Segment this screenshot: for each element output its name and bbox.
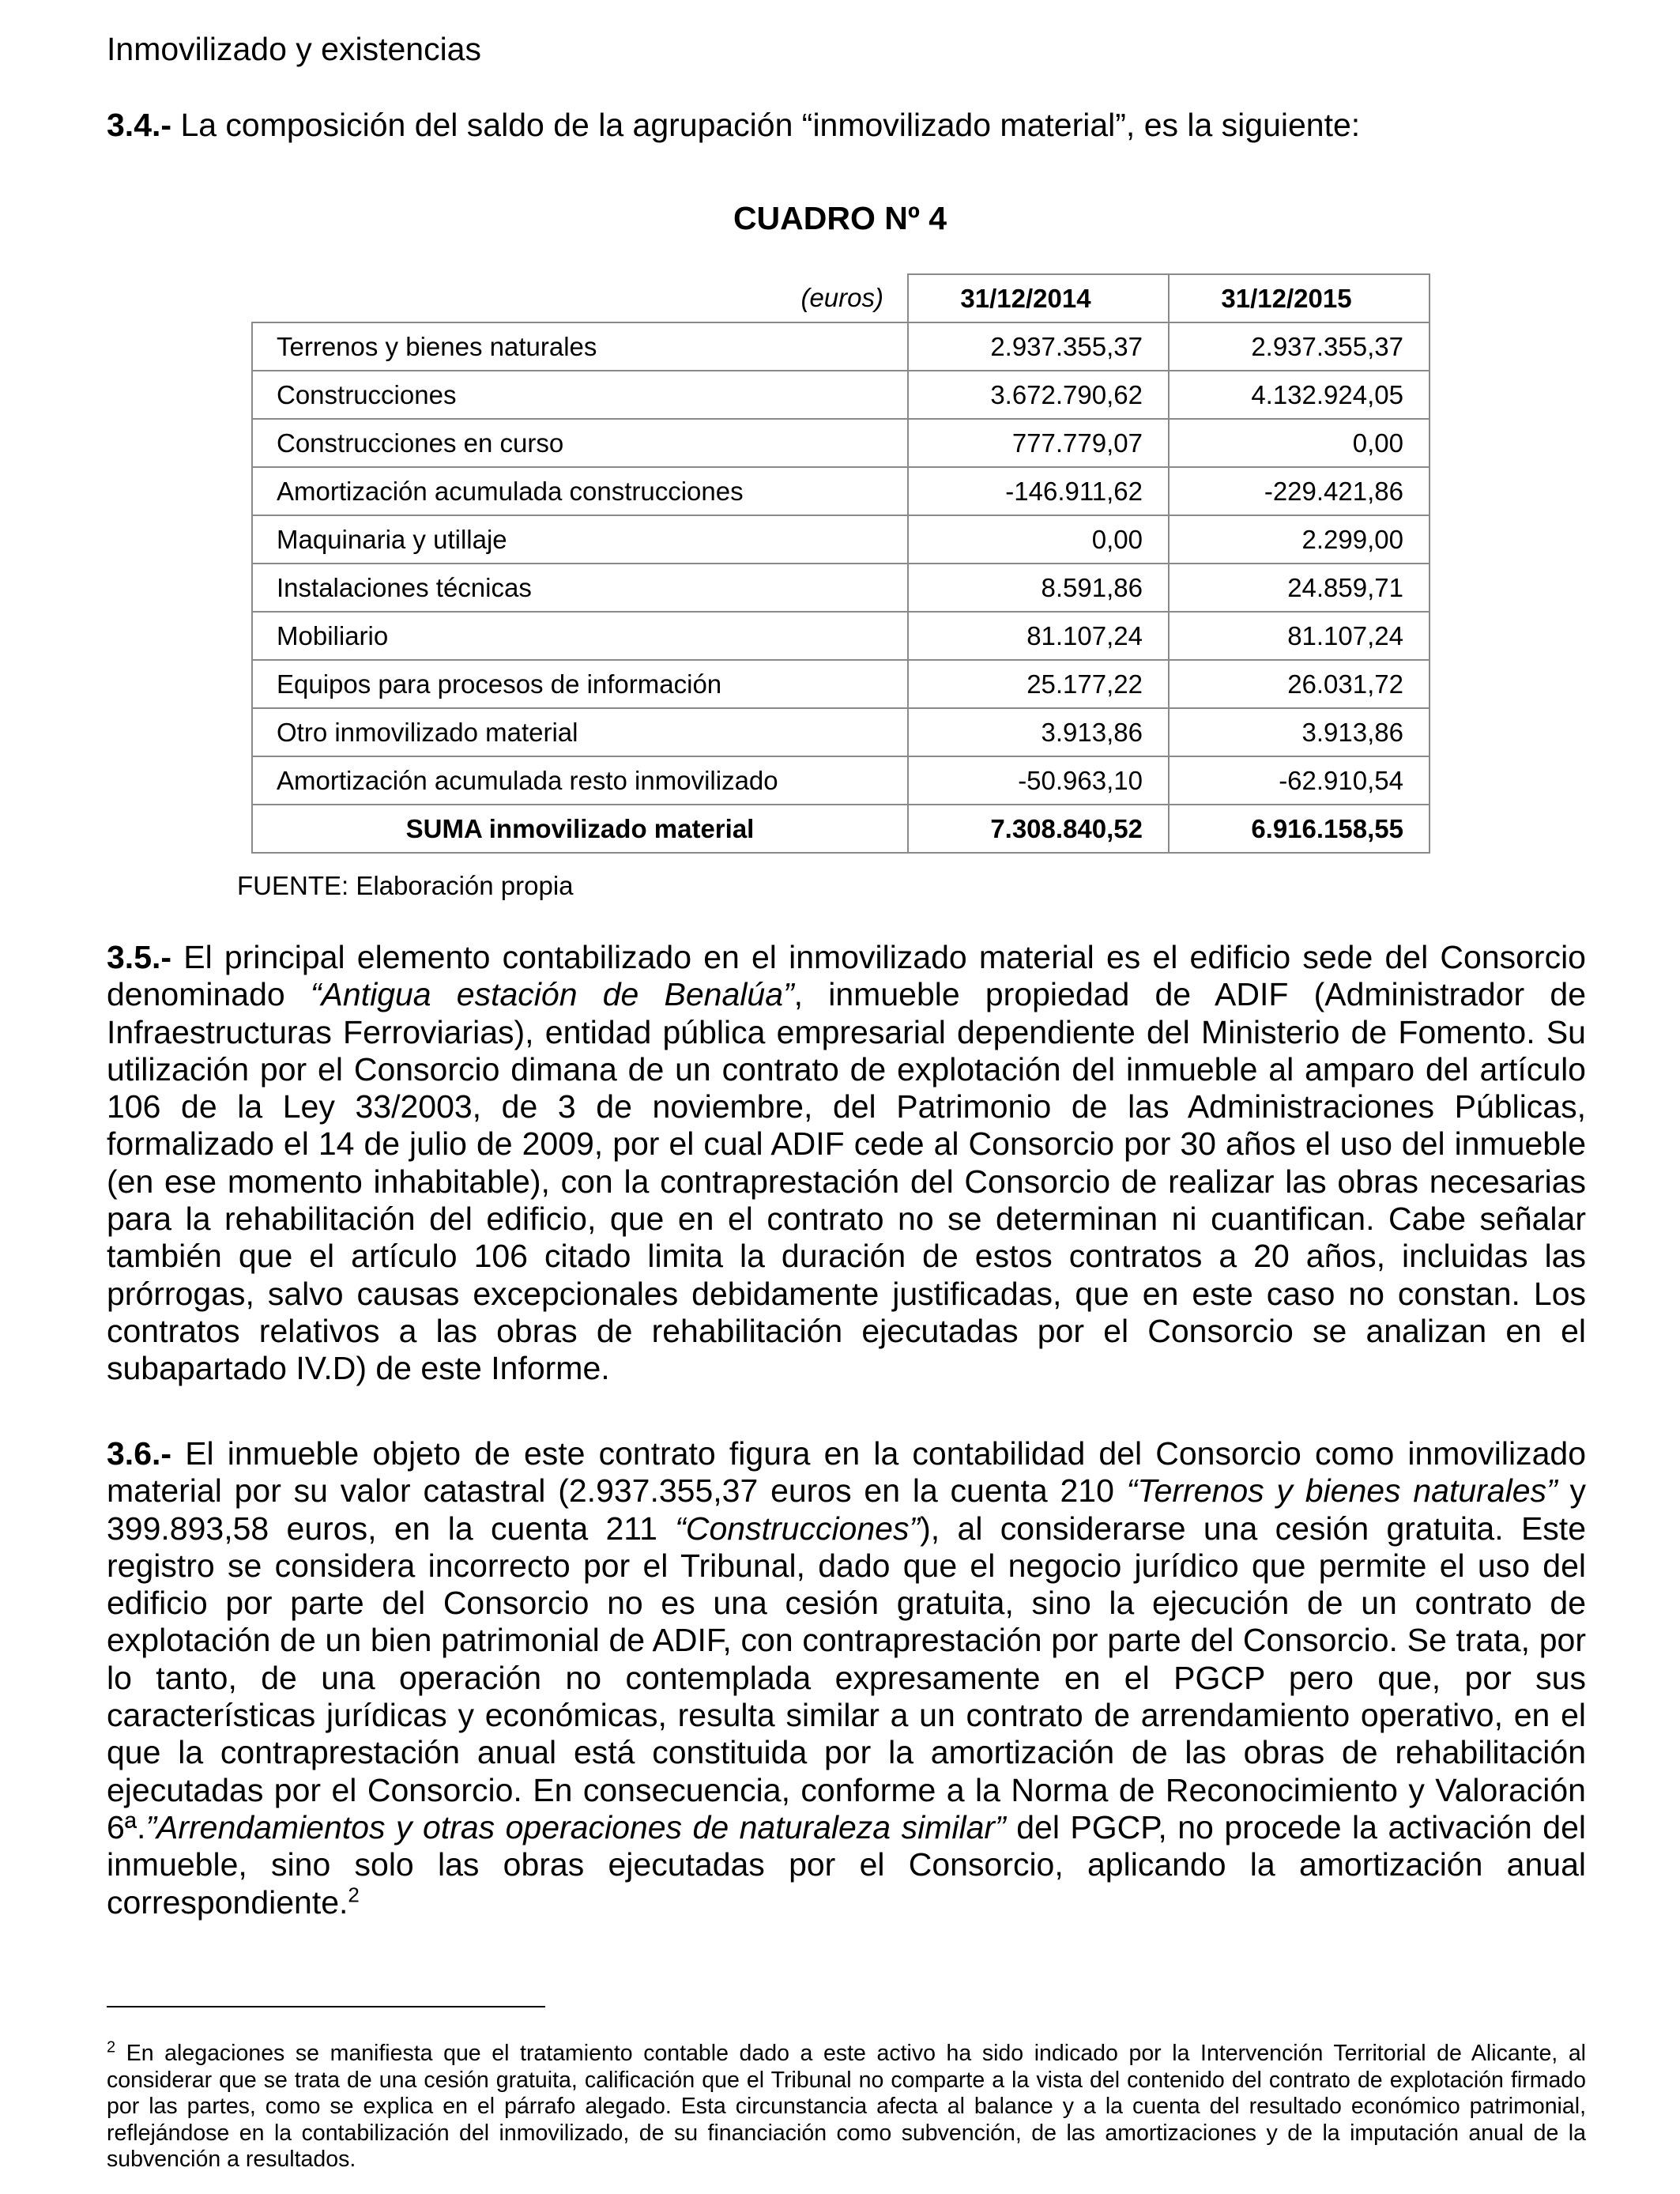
value-2015: 26.031,72 — [1169, 660, 1430, 708]
table-row — [252, 419, 1430, 467]
paragraph-number: 3.6.- — [107, 1435, 172, 1472]
paragraph-3-4 — [107, 103, 1592, 147]
value-2015: 4.132.924,05 — [1169, 371, 1430, 419]
row-label: Equipos para procesos de información — [252, 660, 908, 708]
table-row — [252, 322, 1430, 371]
row-label: Construcciones — [252, 371, 908, 419]
italic-quote: “Construcciones” — [675, 1510, 921, 1547]
paragraph-text: El inmueble objeto de este contrato figura en la contabilidad del Consorcio como inmovilizado material por su valor catastral (2.937.355,37 euros en la cuenta 210 — [107, 1435, 1586, 1510]
table-row — [252, 564, 1430, 612]
value-2014: 8.591,86 — [908, 564, 1169, 612]
value-2014: -146.911,62 — [908, 467, 1169, 515]
table-row — [252, 467, 1430, 515]
value-2015: -62.910,54 — [1169, 756, 1430, 805]
paragraph-text: El principal elemento contabilizado en el inmovilizado material es el edificio sede del Consorcio denominado — [107, 939, 1586, 1013]
table-source: FUENTE: Elaboración propia — [237, 871, 574, 900]
unit-label: (euros) — [252, 274, 908, 322]
row-label: Instalaciones técnicas — [252, 564, 908, 612]
total-2014: 7.308.840,52 — [908, 805, 1169, 853]
total-label: SUMA inmovilizado material — [252, 805, 908, 853]
value-2015: 3.913,86 — [1169, 708, 1430, 756]
total-2015: 6.916.158,55 — [1169, 805, 1430, 853]
paragraph-number: 3.5.- — [107, 939, 172, 975]
paragraph-text: , inmueble propiedad de ADIF (Administrador de Infraestructuras Ferroviarias), entidad pública empresarial dependiente del Ministerio de Fomento. Su utilización por el Consorcio dimana de un contrato de explotación del inmueble al amparo del artículo 106 de la Ley 33/2003, de 3 de noviembre, del Patrimonio de las Administraciones Públicas, formalizado el 14 de julio de 2009, por el cual ADIF cede al Consorcio por 30 años el uso del inmueble (en ese momento inhabitable), con la contraprestación del Consorcio de realizar las obras necesarias para la rehabilitación del edificio, que en el contrato no se determinan ni cuantifican. Cabe señalar también que el artículo 106 citado limita la duración de estos contratos a 20 años, incluidas las prórrogas, salvo causas excepcionales debidamente justificadas, que en este caso no constan. Los contratos relativos a las obras de rehabilitación ejecutadas por el Consorcio se analizan en el subapartado IV.D) de este Informe. — [107, 976, 1586, 1387]
row-label: Mobiliario — [252, 612, 908, 660]
paragraph-text: y 399.893,58 euros, en la cuenta 211 — [107, 1472, 1586, 1547]
value-2014: 3.913,86 — [908, 708, 1169, 756]
table-total-row — [252, 805, 1430, 853]
value-2015: -229.421,86 — [1169, 467, 1430, 515]
value-2014: 81.107,24 — [908, 612, 1169, 660]
italic-quote: “Terrenos y bienes naturales” — [1126, 1472, 1558, 1510]
row-label: Construcciones en curso — [252, 419, 908, 467]
footnote-reference[interactable]: 2 — [348, 1882, 360, 1906]
paragraph-3-5 — [107, 939, 1586, 1388]
value-2014: 25.177,22 — [908, 660, 1169, 708]
value-2014: 2.937.355,37 — [908, 322, 1169, 371]
value-2015: 24.859,71 — [1169, 564, 1430, 612]
table-row — [252, 708, 1430, 756]
value-2014: 0,00 — [908, 515, 1169, 564]
column-header-2015: 31/12/2015 — [1169, 274, 1430, 322]
row-label: Amortización acumulada resto inmovilizado — [252, 756, 908, 805]
paragraph-text: ), al considerarse una cesión gratuita. Este registro se considera incorrecto por el Tribunal, dado que el negocio jurídico que permite el uso del edificio por parte del Consorcio no es una cesión gratuita, sino la ejecución de un contrato de explotación de un bien patrimonial de ADIF, con contraprestación por parte del Consorcio. Se trata, por lo tanto, de una operación no contemplada expresamente en el PGCP pero que, por sus características jurídicas y económicas, resulta similar a un contrato de arrendamiento operativo, en el que la contraprestación anual está constituida por la amortización de las obras de rehabilitación ejecutadas por el Consorcio. En consecuencia, conforme a la Norma de Reconocimiento y Valoración 6ª. — [107, 1510, 1587, 1845]
value-2015: 81.107,24 — [1169, 612, 1430, 660]
italic-quote: ”Arrendamientos y otras operaciones de naturaleza similar” — [145, 1808, 1006, 1845]
column-header-2014: 31/12/2014 — [908, 274, 1169, 322]
row-label: Maquinaria y utillaje — [252, 515, 908, 564]
value-2015: 2.299,00 — [1169, 515, 1430, 564]
row-label: Otro inmovilizado material — [252, 708, 908, 756]
value-2014: 777.779,07 — [908, 419, 1169, 467]
paragraph-text: del PGCP, no procede la activación del inmueble, sino solo las obras ejecutadas por el Consorcio, aplicando la amortización anual correspondiente. — [107, 1808, 1586, 1921]
paragraph-number: 3.4.- — [107, 107, 172, 143]
footnote-separator — [107, 2006, 545, 2007]
table-row — [252, 515, 1430, 564]
table-row — [252, 612, 1430, 660]
value-2015: 2.937.355,37 — [1169, 322, 1430, 371]
paragraph-3-6 — [107, 1435, 1586, 1921]
footnote — [107, 2038, 1586, 2173]
footnote-mark: 2 — [107, 2038, 116, 2056]
table-row — [252, 660, 1430, 708]
page-header: Inmovilizado y existencias — [107, 31, 481, 67]
footnote-text: En alegaciones se manifiesta que el tratamiento contable dado a este activo ha sido indicado por la Intervención Territorial de Alicante, al considerar que se trata de una cesión gratuita, calificación que el Tribunal no comparte a la vista del contenido del contrato de explotación firmado por las partes, como se explica en el párrafo alegado. Esta circunstancia afecta al balance y a la cuenta del resultado económico patrimonial, reflejándose en la contabilización del inmovilizado, de su financiación como subvención, de las amortizaciones y de la imputación anual de la subvención a resultados. — [107, 2041, 1586, 2172]
table-row — [252, 371, 1430, 419]
table-row — [252, 756, 1430, 805]
row-label: Amortización acumulada construcciones — [252, 467, 908, 515]
table-title: CUADRO Nº 4 — [733, 200, 947, 236]
value-2015: 0,00 — [1169, 419, 1430, 467]
value-2014: -50.963,10 — [908, 756, 1169, 805]
paragraph-text: La composición del saldo de la agrupación “inmovilizado material”, es la siguiente: — [171, 107, 1361, 143]
balance-table — [251, 273, 1430, 854]
table-header-row — [252, 274, 1430, 322]
row-label: Terrenos y bienes naturales — [252, 322, 908, 371]
italic-quote: “Antigua estación de Benalúa” — [310, 976, 794, 1013]
value-2014: 3.672.790,62 — [908, 371, 1169, 419]
